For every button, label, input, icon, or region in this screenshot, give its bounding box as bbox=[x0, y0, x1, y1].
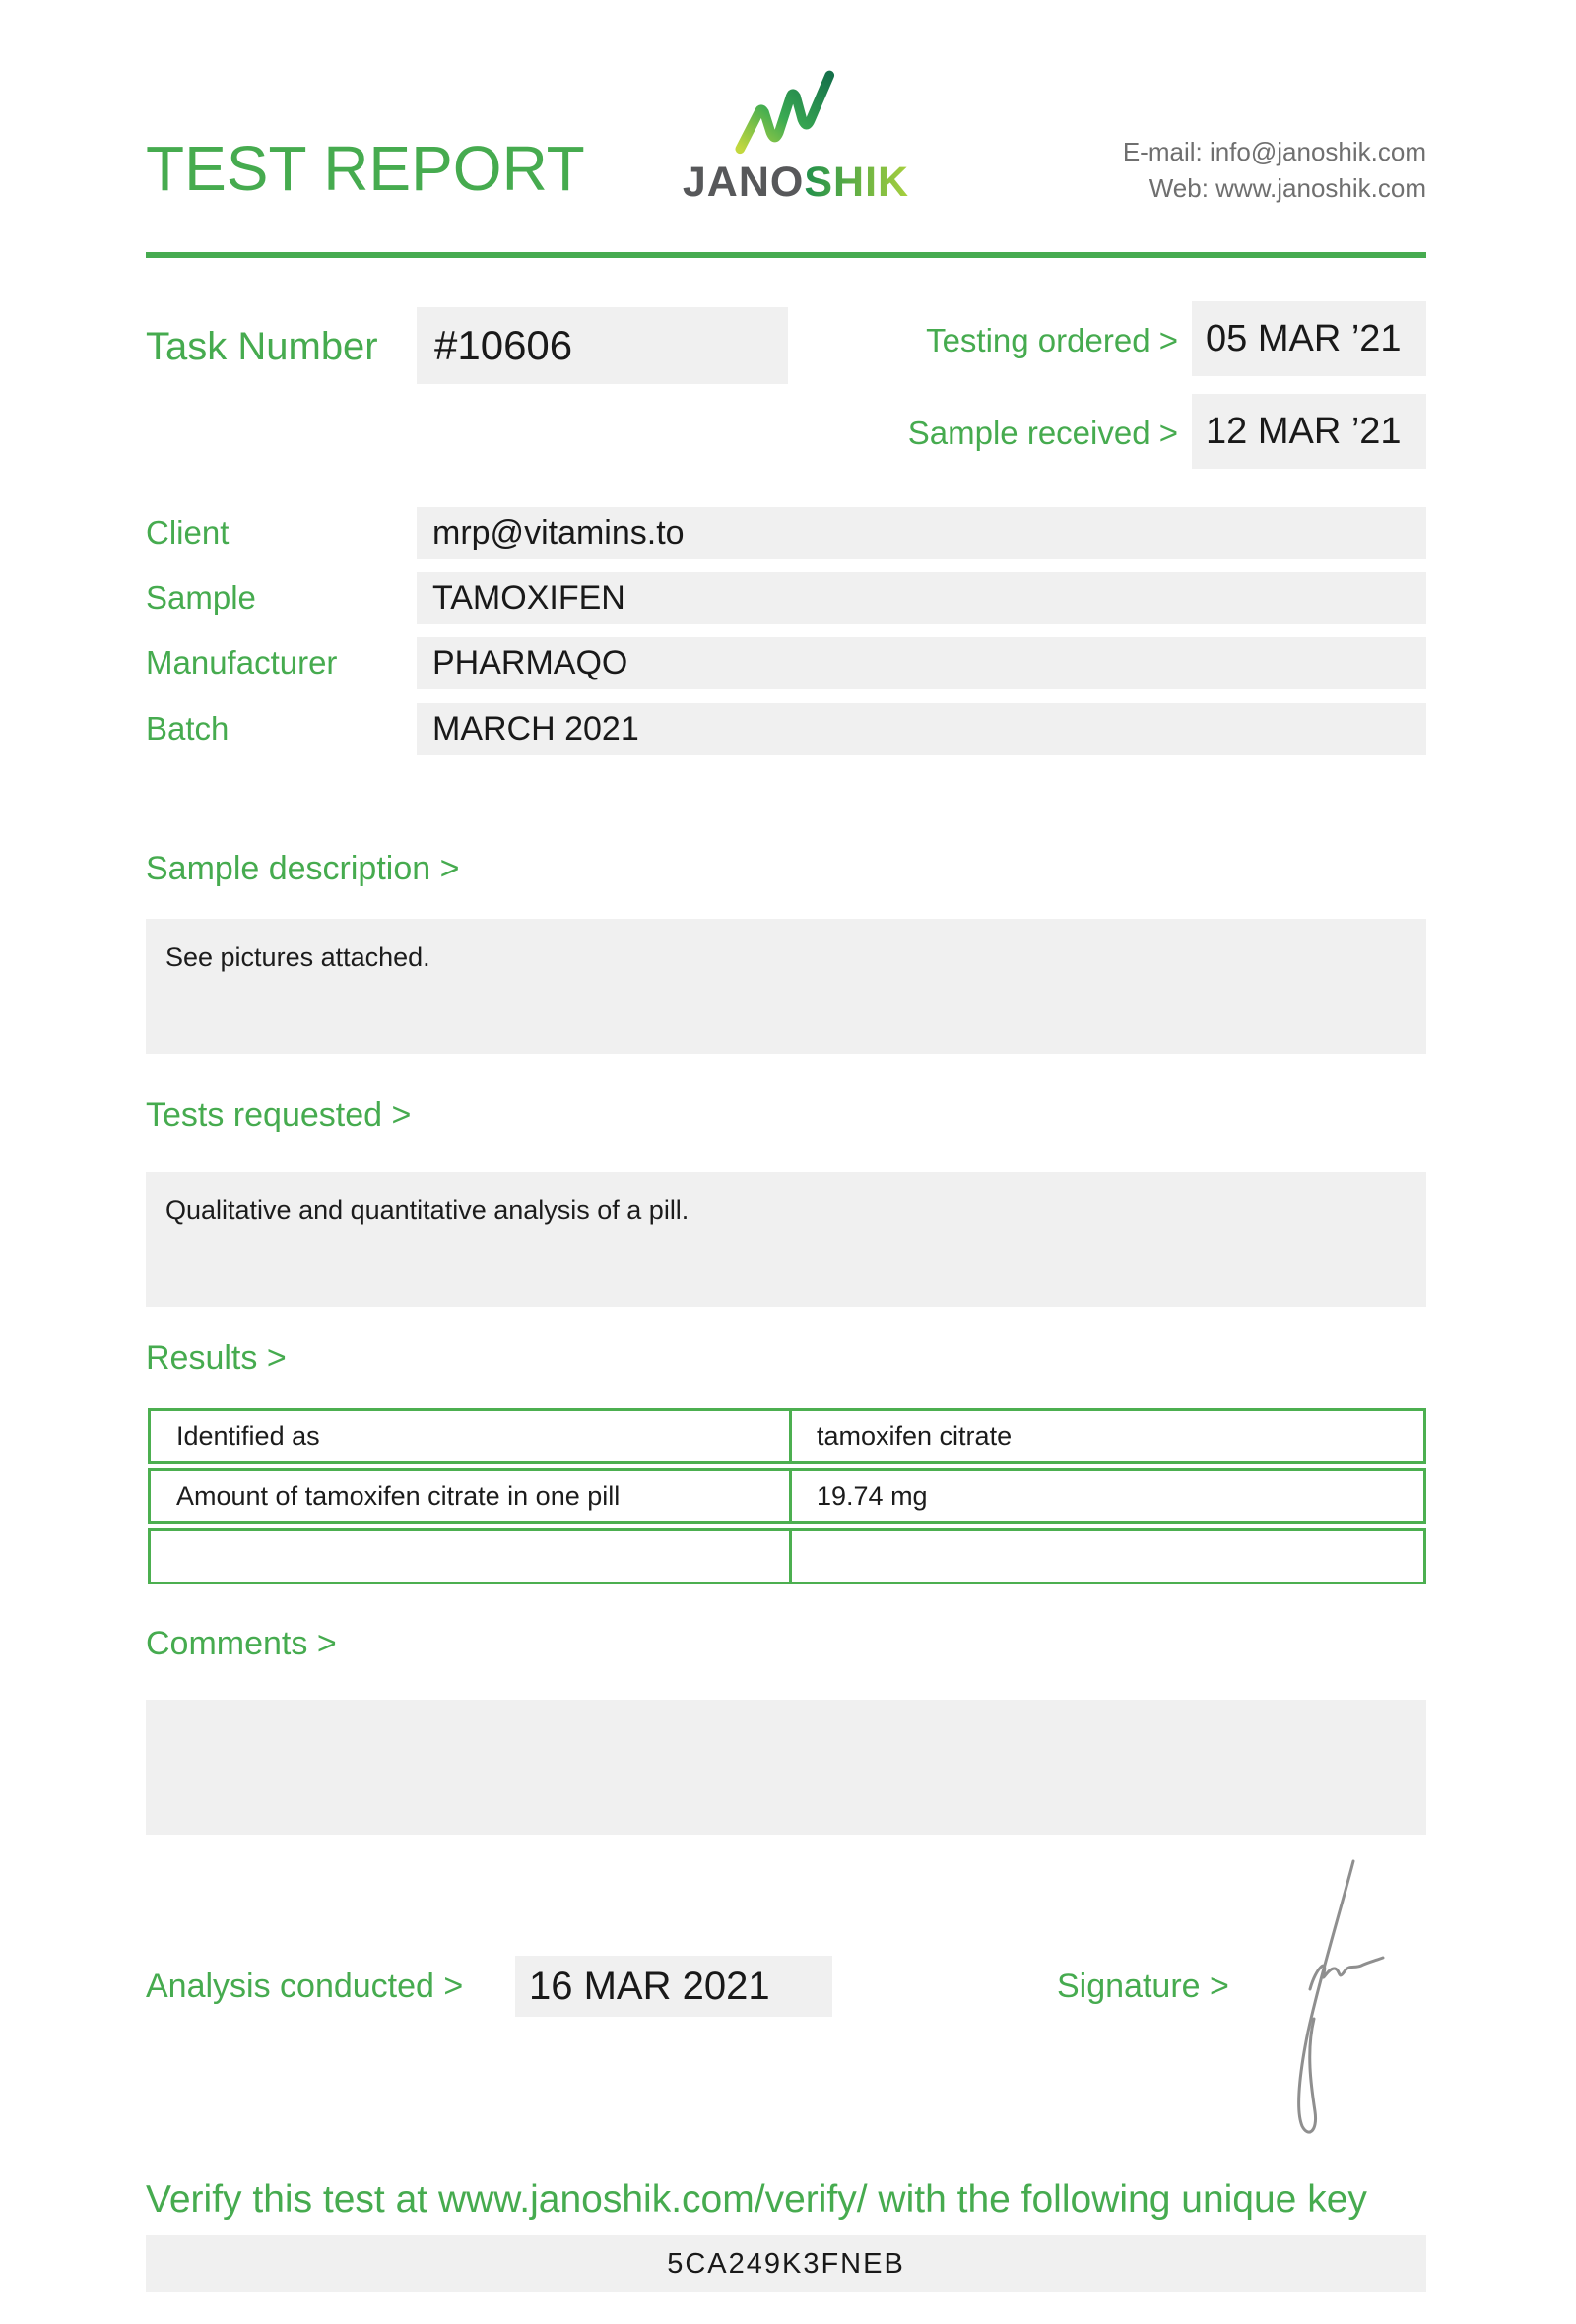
column-divider bbox=[789, 1531, 792, 1582]
verify-key: 5CA249K3FNEB bbox=[146, 2235, 1426, 2292]
results-table-row bbox=[148, 1468, 1426, 1524]
testing-ordered-label: Testing ordered > bbox=[926, 322, 1178, 358]
result-value: 19.74 mg bbox=[817, 1481, 928, 1511]
result-name: Identified as bbox=[176, 1421, 320, 1451]
logo-text-jano: JANO bbox=[682, 159, 805, 206]
column-divider bbox=[789, 1411, 792, 1461]
sample-label: Sample bbox=[146, 579, 256, 615]
results-table-row bbox=[148, 1408, 1426, 1464]
web-line: Web: www.janoshik.com bbox=[1149, 173, 1426, 203]
comments-heading: Comments > bbox=[146, 1625, 337, 1662]
client-value: mrp@vitamins.to bbox=[417, 507, 1426, 559]
sample-description-box: See pictures attached. bbox=[146, 919, 1426, 1054]
manufacturer-label: Manufacturer bbox=[146, 644, 338, 680]
growth-chart-icon bbox=[732, 69, 860, 160]
page-title: TEST REPORT bbox=[146, 133, 585, 204]
results-heading: Results > bbox=[146, 1339, 287, 1377]
analysis-conducted-value: 16 MAR 2021 bbox=[515, 1956, 832, 2017]
manufacturer-value: PHARMAQO bbox=[417, 637, 1426, 689]
contact-block bbox=[1032, 134, 1426, 207]
header-divider bbox=[146, 252, 1426, 258]
logo-wordmark bbox=[678, 160, 914, 205]
testing-ordered-value: 05 MAR ’21 bbox=[1192, 301, 1426, 376]
batch-label: Batch bbox=[146, 710, 230, 746]
signature-scribble bbox=[1259, 1849, 1397, 2145]
sample-received-label: Sample received > bbox=[907, 415, 1178, 451]
signature-label: Signature > bbox=[1057, 1968, 1229, 2005]
comments-box bbox=[146, 1700, 1426, 1835]
analysis-conducted-label: Analysis conducted > bbox=[146, 1968, 464, 2005]
logo-text-shik: SHIK bbox=[804, 159, 910, 206]
result-value: tamoxifen citrate bbox=[817, 1421, 1013, 1451]
result-name: Amount of tamoxifen citrate in one pill bbox=[176, 1481, 621, 1511]
client-label: Client bbox=[146, 514, 230, 550]
batch-value: MARCH 2021 bbox=[417, 703, 1426, 755]
results-table-row bbox=[148, 1528, 1426, 1584]
sample-received-value: 12 MAR ’21 bbox=[1192, 394, 1426, 469]
tests-requested-box: Qualitative and quantitative analysis of a pill. bbox=[146, 1172, 1426, 1307]
tests-requested-heading: Tests requested > bbox=[146, 1096, 412, 1133]
sample-value: TAMOXIFEN bbox=[417, 572, 1426, 624]
task-number-label: Task Number bbox=[146, 325, 378, 368]
email-line: E-mail: info@janoshik.com bbox=[1122, 137, 1426, 166]
verify-instruction: Verify this test at www.janoshik.com/verify/ with the following unique key bbox=[146, 2178, 1367, 2221]
janoshik-logo bbox=[678, 69, 914, 217]
column-divider bbox=[789, 1471, 792, 1521]
sample-description-heading: Sample description > bbox=[146, 850, 460, 887]
task-number-value: #10606 bbox=[417, 307, 788, 384]
